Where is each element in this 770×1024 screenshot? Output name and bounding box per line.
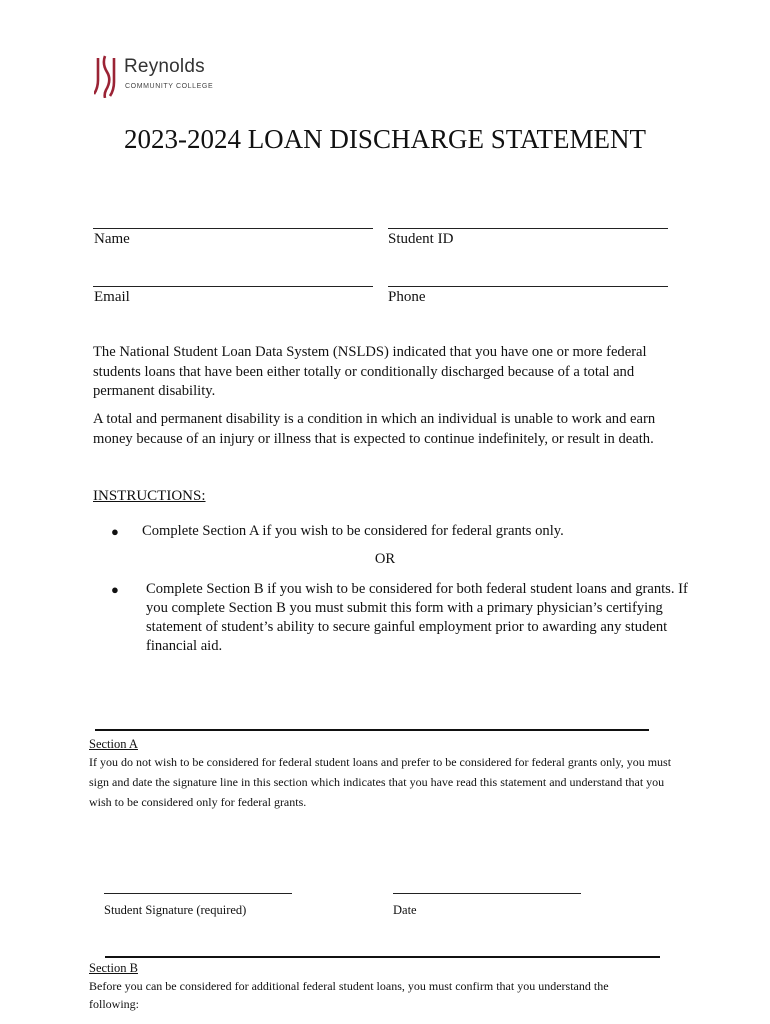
section-b-label: Section B [89,961,138,975]
or-separator: OR [374,551,396,567]
student-signature-label: Student Signature (required) [104,903,247,917]
instruction-bullet-a: Complete Section A if you wish to be considered for federal grants only. [142,523,564,539]
logo-subtitle: COMMUNITY COLLEGE [125,83,214,90]
reynolds-logo-icon [94,54,120,98]
phone-label: Phone [388,289,426,305]
student-id-field[interactable] [388,228,668,229]
section-b-text: Before you can be considered for additional federal student loans, you must confirm that you understand the following: [89,979,609,1011]
instruction-bullet-b: Complete Section B if you wish to be considered for both federal student loans and grants. If you complete Section B you must submit this form with a primary physician’s certifying statement of student’s ability to secure gainful employment prior to awarding any student financial aid. [146,581,688,654]
logo-name: Reynolds [124,56,205,77]
email-field[interactable] [93,286,373,287]
document-title: 2023-2024 LOAN DISCHARGE STATEMENT [123,124,647,154]
instructions-heading: INSTRUCTIONS: [93,488,206,504]
section-a-text: If you do not wish to be considered for federal student loans and prefer to be considered for federal grants only, you must sign and date the signature line in this section which indicates that you have read this statement and understand that you wish to be considered only for federal grants. [89,755,672,809]
intro-paragraph-2: A total and permanent disability is a condition in which an individual is unable to work and earn money because of an injury or illness that is expected to continue indefinitely, or result in death. [93,411,656,447]
student-signature-field[interactable] [104,893,292,894]
email-label: Email [94,289,130,305]
phone-field[interactable] [388,286,668,287]
bullet-icon: ● [111,524,119,539]
intro-paragraph-1: The National Student Loan Data System (NSLDS) indicated that you have one or more federal students loans that have been either totally or conditionally discharged because of a total and permanent disability. [93,344,647,399]
college-logo [94,54,214,98]
section-a-label: Section A [89,737,138,751]
section-b-divider [105,956,660,958]
section-a-divider [95,729,649,731]
date-field[interactable] [393,893,581,894]
date-label: Date [393,903,417,917]
name-label: Name [94,231,130,247]
student-id-label: Student ID [388,231,454,247]
bullet-icon: ● [111,582,119,597]
name-field[interactable] [93,228,373,229]
